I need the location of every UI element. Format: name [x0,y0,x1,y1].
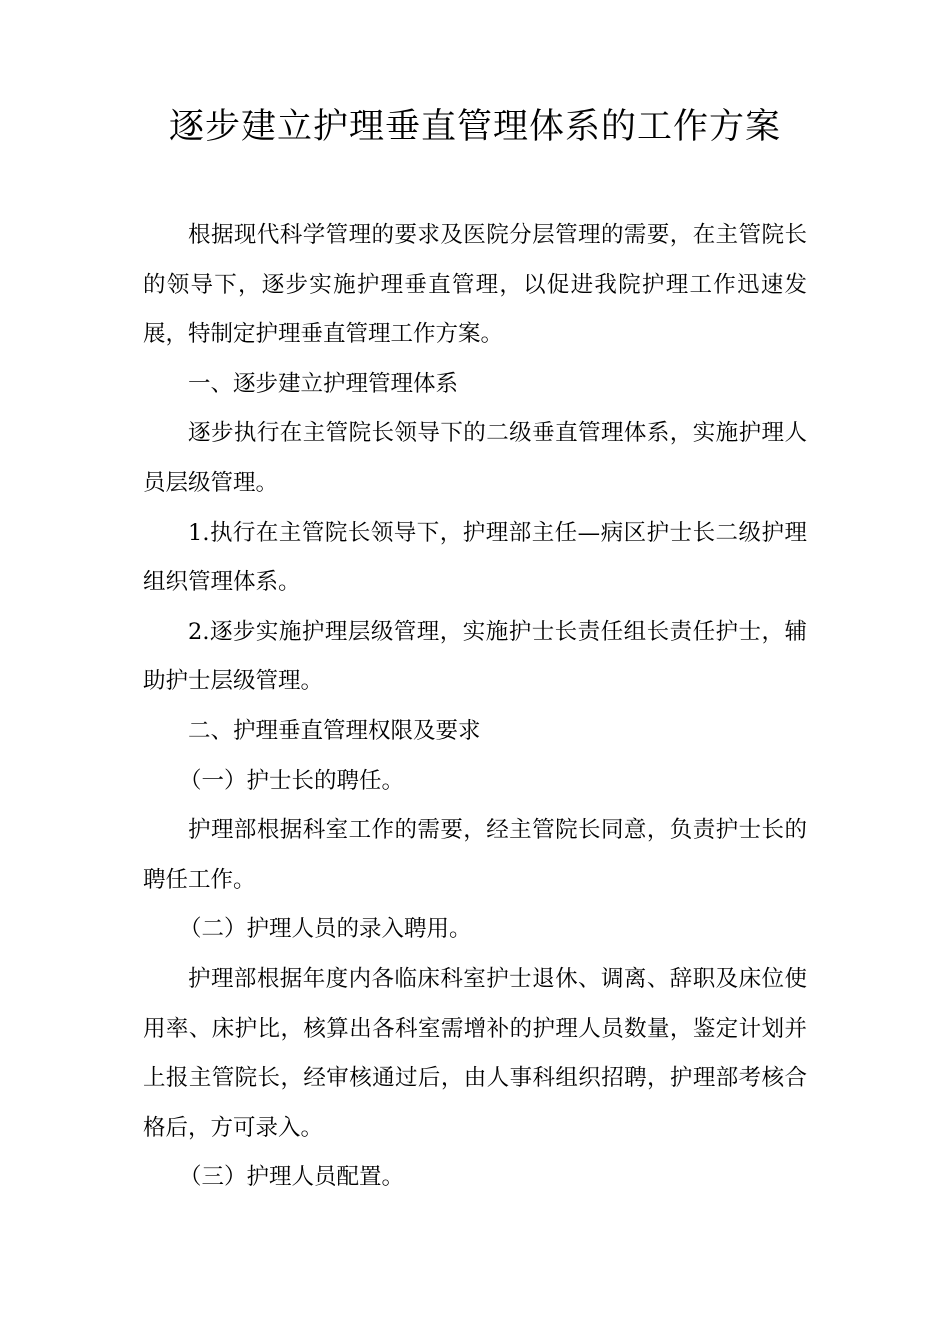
subsection-1-paragraph: 护理部根据科室工作的需要，经主管院长同意，负责护士长的聘任工作。 [143,817,807,893]
subsection-heading-1: （一）护士长的聘任。 [179,767,405,794]
section-1-paragraph: 逐步执行在主管院长领导下的二级垂直管理体系，实施护理人员层级管理。 [143,420,807,496]
document-body [143,211,807,1203]
item-1-paragraph: 1.执行在主管院长领导下，护理部主任—病区护士长二级护理组织管理体系。 [143,519,807,596]
subsection-heading-3: （三）护理人员配置。 [179,1164,405,1191]
section-heading-2: 二、护理垂直管理权限及要求 [188,717,481,744]
document-title: 逐步建立护理垂直管理体系的工作方案 [168,107,781,147]
subsection-heading-2: （二）护理人员的录入聘用。 [179,916,472,943]
section-heading-1: 一、逐步建立护理管理体系 [188,370,459,397]
intro-paragraph: 根据现代科学管理的要求及医院分层管理的需要，在主管院长的领导下，逐步实施护理垂直管理，以促进我院护理工作迅速发展，特制定护理垂直管理工作方案。 [143,222,807,348]
item-2-paragraph: 2.逐步实施护理层级管理，实施护士长责任组长责任护士，辅助护士层级管理。 [143,618,807,695]
subsection-2-paragraph: 护理部根据年度内各临床科室护士退休、调离、辞职及床位使用率、床护比，核算出各科室需增补的护理人员数量，鉴定计划并上报主管院长，经审核通过后，由人事科组织招聘，护理部考核合格后，方可录入。 [143,965,807,1141]
